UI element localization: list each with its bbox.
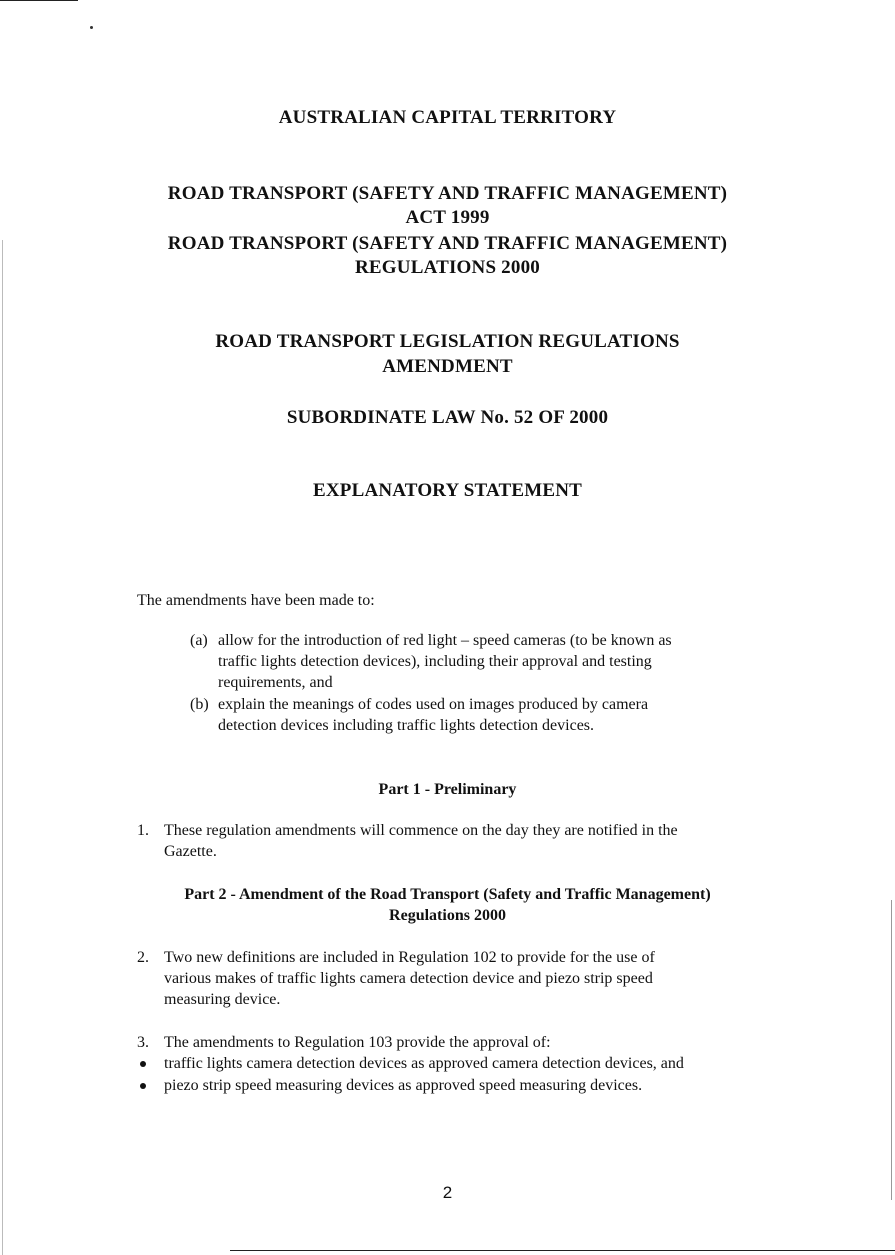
bullet-text: piezo strip speed measuring devices as approved speed measuring devices. [164,1077,643,1094]
numbered-item-3 [137,1032,777,1054]
amendment-title-line1: ROAD TRANSPORT LEGISLATION REGULATIONS [215,331,680,352]
intro-text: The amendments have been made to: [137,592,375,609]
bullet-icon [140,1061,146,1067]
part2-heading-line2: Regulations 2000 [389,907,506,924]
bullet-item [140,1075,800,1097]
bullet-item [140,1053,800,1075]
list-item-line: explain the meanings of codes used on images produced by camera [218,696,649,713]
page-number: 2 [442,1183,453,1202]
list-item-label: (a) [190,632,208,649]
list-item-line: detection devices including traffic lights detection devices. [218,717,595,734]
scan-edge-top [0,0,78,1]
scan-edge-right [891,900,892,1200]
regulations-title-line2: REGULATIONS 2000 [355,257,540,278]
bullet-text: traffic lights camera detection devices as approved camera detection devices, and [164,1055,684,1072]
scan-edge-bottom [230,1250,895,1251]
numbered-item-line: Two new definitions are included in Regulation 102 to provide for the use of [164,949,655,966]
regulations-title-line1: ROAD TRANSPORT (SAFETY AND TRAFFIC MANAGEMENT) [167,233,728,254]
list-item-label: (b) [190,696,209,713]
list-item-line: traffic lights detection devices), including their approval and testing [218,653,652,670]
list-item-a [190,630,790,696]
numbered-item-2 [137,947,777,1013]
part1-heading: Part 1 - Preliminary [378,781,517,798]
list-item-b [190,694,790,738]
scan-edge-left [2,240,3,1255]
numbered-item-line: These regulation amendments will commence on the day they are notified in the [164,822,678,839]
statement-title: EXPLANATORY STATEMENT [312,480,583,501]
act-title-line2: ACT 1999 [405,207,490,228]
scan-speck [90,26,93,29]
law-number: SUBORDINATE LAW No. 52 OF 2000 [286,407,609,428]
numbered-item-line: various makes of traffic lights camera detection device and piezo strip speed [164,970,653,987]
numbered-item-label: 1. [137,822,149,839]
jurisdiction-title: AUSTRALIAN CAPITAL TERRITORY [278,107,617,128]
numbered-item-line: measuring device. [164,991,281,1008]
numbered-item-line: The amendments to Regulation 103 provide the approval of: [164,1034,551,1051]
numbered-item-1 [137,820,777,864]
part2-heading-line1: Part 2 - Amendment of the Road Transport (Safety and Traffic Management) [184,886,711,903]
numbered-item-line: Gazette. [164,843,217,860]
list-item-line: allow for the introduction of red light – speed cameras (to be known as [218,632,672,649]
numbered-item-label: 2. [137,949,149,966]
act-title-line1: ROAD TRANSPORT (SAFETY AND TRAFFIC MANAGEMENT) [167,183,728,204]
amendment-title-line2: AMENDMENT [382,356,513,377]
list-item-line: requirements, and [218,674,333,691]
numbered-item-label: 3. [137,1034,149,1051]
bullet-icon [140,1083,146,1089]
